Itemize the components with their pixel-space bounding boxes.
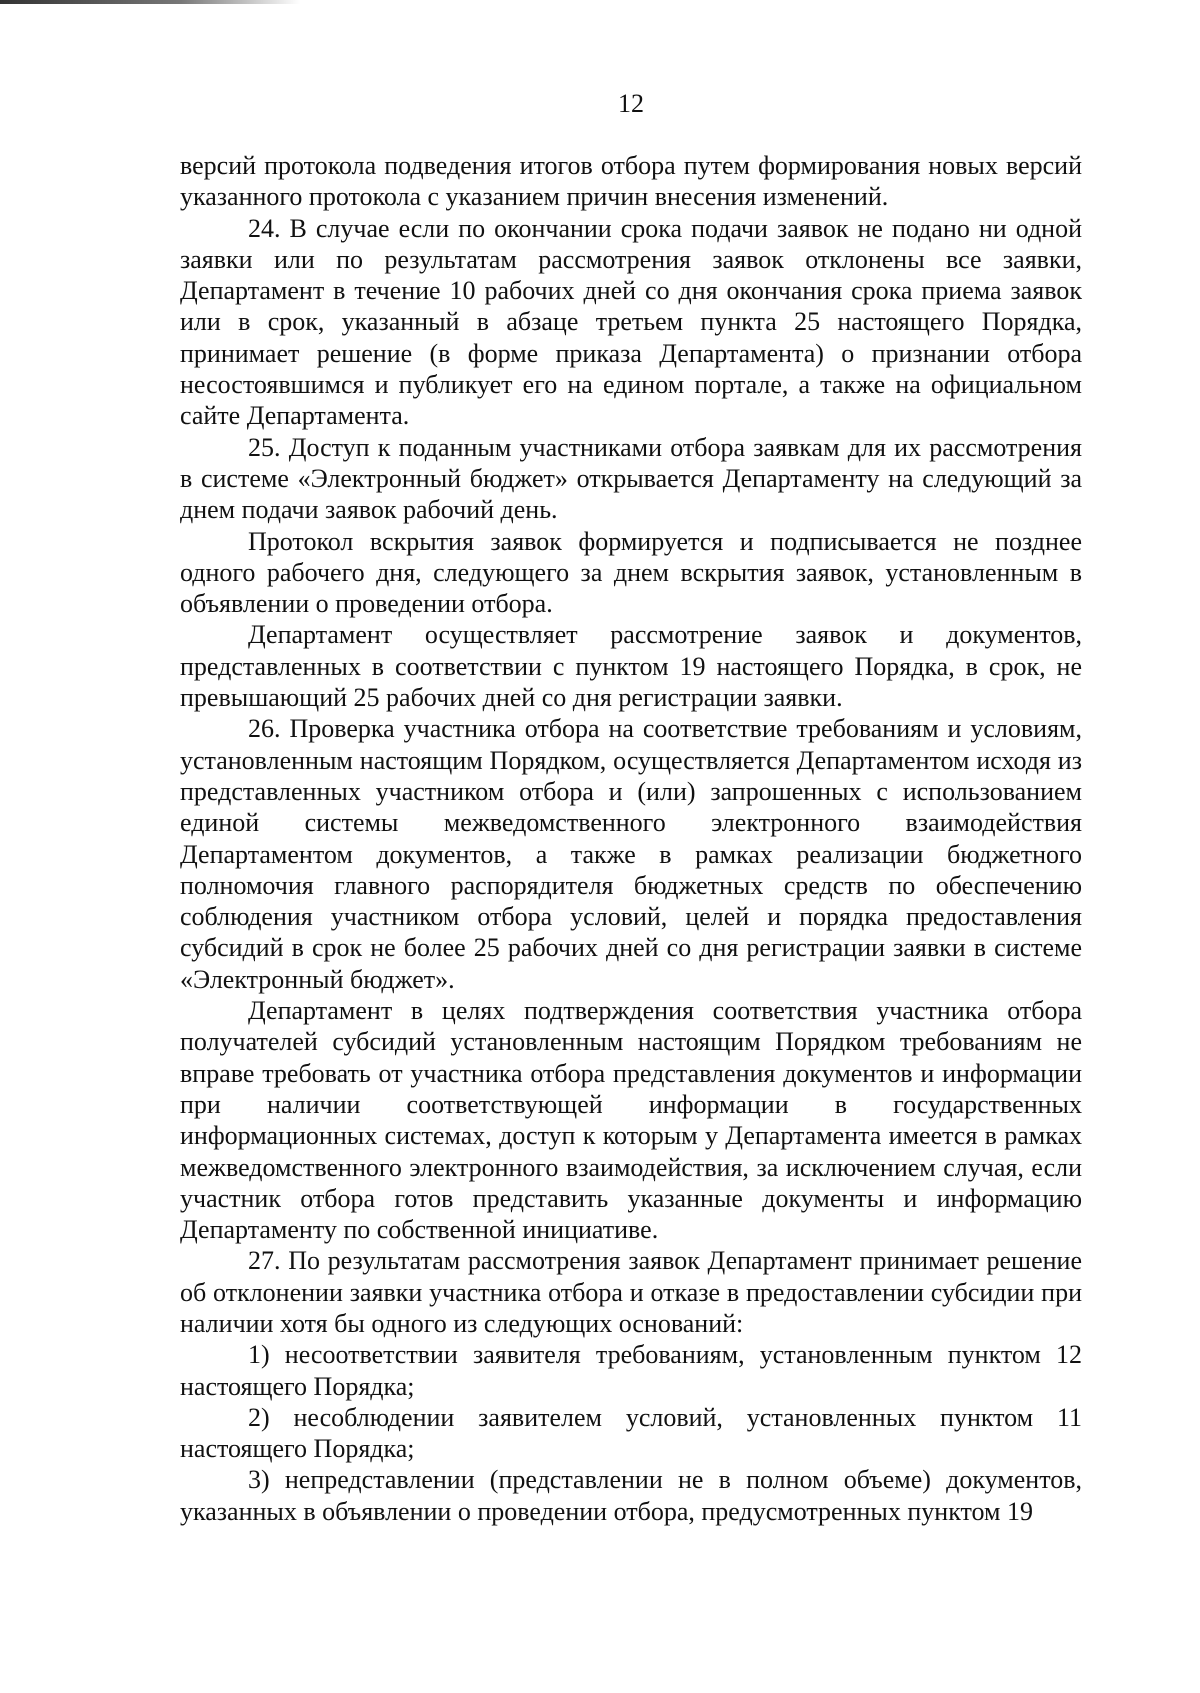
- document-body: [180, 150, 1082, 1527]
- paragraph-item-25: 25. Доступ к поданным участниками отбора заявкам для их рассмотрения в системе «Электронный бюджет» открывается Департаменту на следующий за днем подачи заявок рабочий день.: [180, 432, 1082, 525]
- paragraph-no-document-request: Департамент в целях подтверждения соответствия участника отбора получателей субсидий установленным настоящим Порядком требованиям не вправе требовать от участника отбора представления документов и информации при наличии соответствующей информации в государственных информационных системах, доступ к которым у Департамента имеется в рамках межведомственного электронного взаимодействия, за исключением случая, если участник отбора готов представить указанные документы и информацию Департаменту по собственной инициативе.: [180, 996, 1082, 1245]
- paragraph-opening-protocol: Протокол вскрытия заявок формируется и подписывается не позднее одного рабочего дня, следующего за днем вскрытия заявок, установленным в объявлении о проведении отбора.: [180, 526, 1082, 619]
- page-number: 12: [618, 89, 644, 118]
- paragraph-item-26: 26. Проверка участника отбора на соответствие требованиям и условиям, установленным настоящим Порядком, осуществляется Департаментом исходя из представленных участником отбора и (или) запрошенных с использованием единой системы межведомственного электронного взаимодействия Департаментом документов, а также в рамках реализации бюджетного полномочия главного распорядителя бюджетных средств по обеспечению соблюдения участником отбора условий, целей и порядка предоставления субсидий в срок не более 25 рабочих дней со дня регистрации заявки в системе «Электронный бюджет».: [180, 714, 1082, 994]
- paragraph-item-27: 27. По результатам рассмотрения заявок Департамент принимает решение об отклонении заявки участника отбора и отказе в предоставлении субсидии при наличии хотя бы одного из следующих оснований:: [180, 1246, 1082, 1338]
- list-item-1: 1) несоответствии заявителя требованиям, установленным пунктом 12 настоящего Порядка;: [180, 1340, 1082, 1401]
- list-item-3: 3) непредставлении (представлении не в полном объеме) документов, указанных в объявлении о проведении отбора, предусмотренных пунктом 19: [180, 1465, 1082, 1526]
- paragraph-continuation: версий протокола подведения итогов отбора путем формирования новых версий указанного протокола с указанием причин внесения изменений.: [180, 151, 1082, 212]
- paragraph-review-term: Департамент осуществляет рассмотрение заявок и документов, представленных в соответствии с пунктом 19 настоящего Порядка, в срок, не превышающий 25 рабочих дней со дня регистрации заявки.: [180, 620, 1082, 713]
- scan-edge-artifact: [0, 0, 300, 4]
- list-item-2: 2) несоблюдении заявителем условий, установленных пунктом 11 настоящего Порядка;: [180, 1402, 1082, 1464]
- paragraph-item-24: 24. В случае если по окончании срока подачи заявок не подано ни одной заявки или по результатам рассмотрения заявок отклонены все заявки, Департамент в течение 10 рабочих дней со дня окончания срока приема заявок или в срок, указанный в абзаце третьем пункта 25 настоящего Порядка, принимает решение (в форме приказа Департамента) о признании отбора несостоявшимся и публикует его на едином портале, а также на официальном сайте Департамента.: [180, 213, 1082, 431]
